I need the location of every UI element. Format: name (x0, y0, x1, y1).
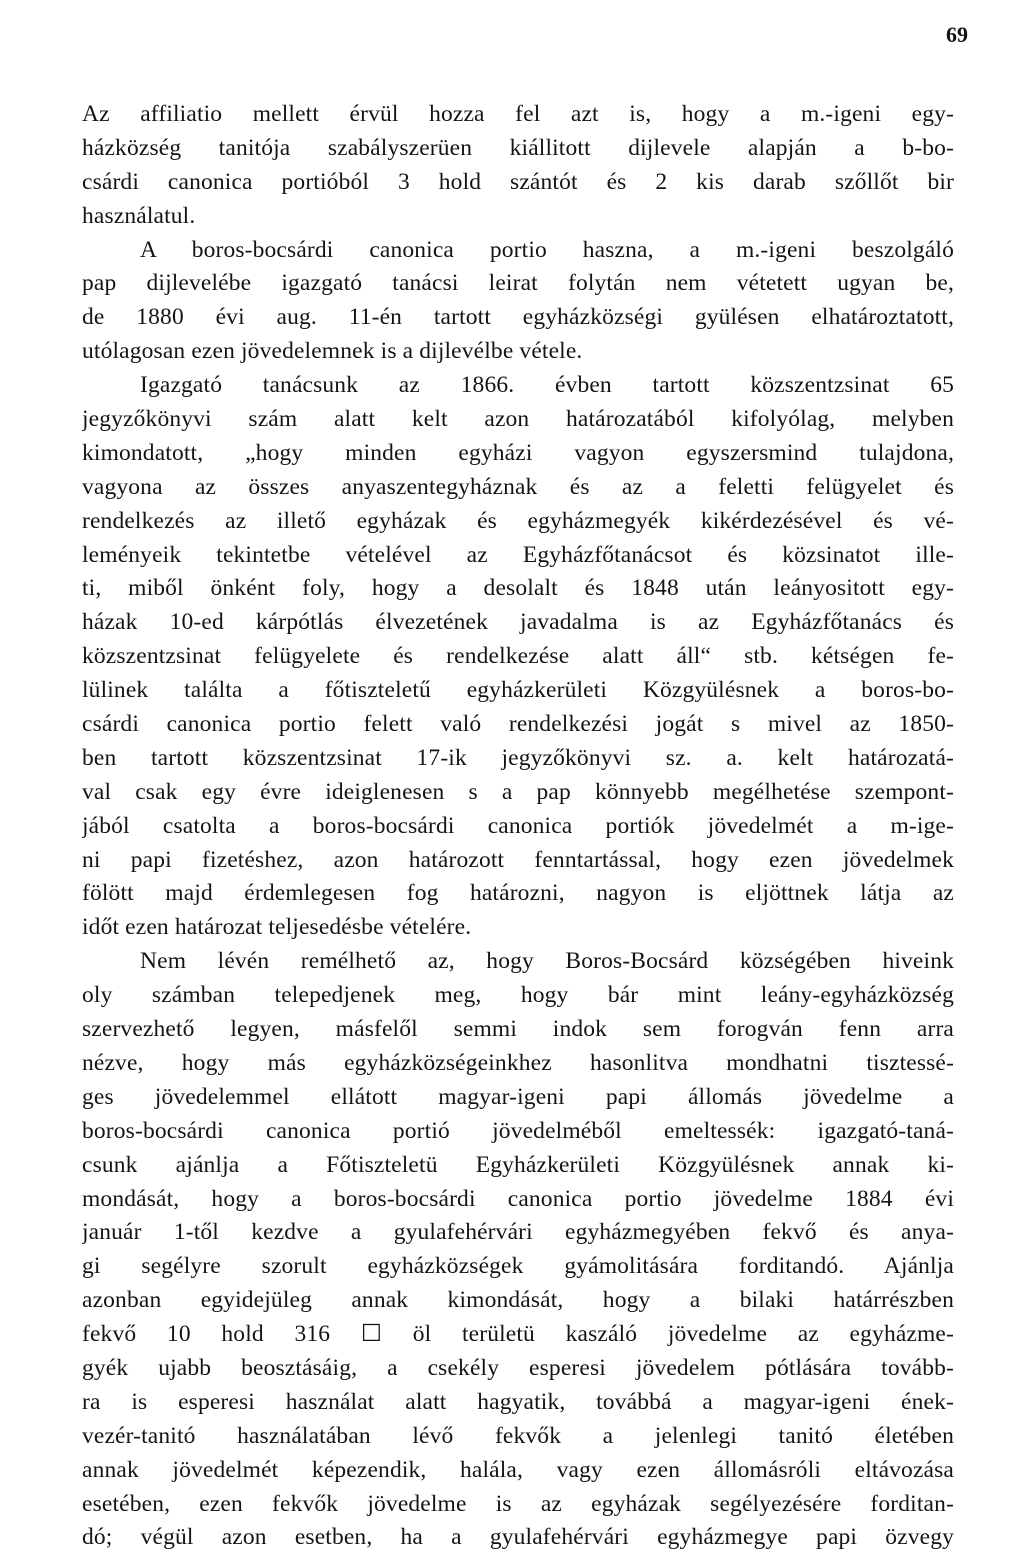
text-line: házközség tanitója szabályszerüen kiállitott dijlevele alapján a b-bo- (82, 134, 954, 161)
text-line: ni papi fizetéshez, azon határozott fenntartással, hogy ezen jövedelmek (82, 846, 954, 873)
text-line: mondását, hogy a boros-bocsárdi canonica portio jövedelme 1884 évi (82, 1185, 954, 1212)
text-line: ti, miből önként foly, hogy a desolalt és 1848 után leányositott egy- (82, 575, 954, 602)
text-line: annak jövedelmét képezendik, halála, vagy ezen állomásróli eltávozása (82, 1456, 954, 1483)
text-line: csárdi canonica portióból 3 hold szántót és 2 kis darab szőllőt bir (82, 168, 954, 195)
text-line: utólagosan ezen jövedelemnek is a dijlevélbe vétele. (82, 338, 583, 365)
text-line: fekvő 10 hold 316 ☐ öl területü kaszáló jövedelme az egyházme- (82, 1321, 954, 1348)
text-line: csunk ajánlja a Főtiszteletü Egyházkerületi Közgyülésnek annak ki- (82, 1151, 954, 1178)
paragraph (82, 369, 954, 945)
text-line: azonban egyidejüleg annak kimondását, hogy a bilaki határrészben (82, 1287, 954, 1314)
text-line: lülinek találta a főtiszteletű egyházkerületi Közgyülésnek a boros-bo- (82, 677, 954, 704)
text-line: vagyona az összes anyaszentegyháznak és az a feletti felügyelet és (82, 473, 954, 500)
text-line: Nem lévén remélhető az, hogy Boros-Bocsárd községében hiveink (140, 948, 954, 975)
text-line: házak 10-ed kárpótlás élvezetének javadalma is az Egyházfőtanács és (82, 609, 954, 636)
text-line: val csak egy évre ideiglenesen s a pap könnyebb megélhetése szempont- (82, 778, 954, 805)
text-line: rendelkezés az illető egyházak és egyházmegyék kikérdezésével és vé- (82, 507, 954, 534)
text-line: ben tartott közszentzsinat 17-ik jegyzőkönyvi sz. a. kelt határozatá- (82, 744, 954, 771)
text-line: nézve, hogy más egyházközségeinkhez hasonlitva mondhatni tisztessé- (82, 1049, 954, 1076)
text-line: dó; végül azon esetben, ha a gyulafehérvári egyházmegye papi özvegy (82, 1524, 954, 1551)
text-line: gi segélyre szorult egyházközségek gyámolitására forditandó. Ajánlja (82, 1253, 954, 1280)
text-line: kimondatott, „hogy minden egyházi vagyon egyszersmind tulajdona, (82, 439, 954, 466)
text-line: január 1-től kezdve a gyulafehérvári egyházmegyében fekvő és anya- (82, 1219, 954, 1246)
text-line: ges jövedelemmel ellátott magyar-igeni papi állomás jövedelme a (82, 1083, 954, 1110)
text-line: használatul. (82, 202, 196, 229)
text-line: közszentzsinat felügyelete és rendelkezése alatt áll“ stb. kétségen fe- (82, 643, 954, 670)
page-body (82, 98, 954, 1555)
text-line: fölött majd érdemlegesen fog határozni, nagyon is eljöttnek látja az (82, 880, 954, 907)
text-line: időt ezen határozat teljesedésbe vételére. (82, 914, 472, 941)
text-line: ra is esperesi használat alatt hagyatik, továbbá a magyar-igeni ének- (82, 1388, 954, 1415)
text-line: leményeik tekintetbe vételével az Egyházfőtanácsot és közsinatot ille- (82, 541, 954, 568)
text-line: de 1880 évi aug. 11-én tartott egyházközségi gyülésen elhatároztatott, (82, 304, 954, 331)
text-line: A boros-bocsárdi canonica portio haszna, a m.-igeni beszolgáló (140, 236, 954, 263)
paragraph (82, 234, 954, 370)
text-line: pap dijlevelébe igazgató tanácsi leirat folytán nem vétetett ugyan be, (82, 270, 954, 297)
text-line: jegyzőkönyvi szám alatt kelt azon határozatából kifolyólag, melyben (82, 406, 954, 433)
text-line: vezér-tanitó használatában lévő fekvők a jelenlegi tanitó életében (82, 1422, 954, 1449)
text-line: esetében, ezen fekvők jövedelme is az egyházak segélyezésére forditan- (82, 1490, 954, 1517)
text-line: Igazgató tanácsunk az 1866. évben tartott közszentzsinat 65 (140, 372, 954, 399)
paragraph (82, 945, 954, 1555)
text-line: csárdi canonica portio felett való rendelkezési jogát s mivel az 1850- (82, 711, 954, 738)
text-line: szervezhető legyen, másfelől semmi indok sem forogván fenn arra (82, 1016, 954, 1043)
text-line: gyék ujabb beosztásáig, a csekély esperesi jövedelem pótlására tovább- (82, 1354, 954, 1381)
text-line: oly számban telepedjenek meg, hogy bár mint leány-egyházközség (82, 982, 954, 1009)
paragraph (82, 98, 954, 234)
text-line: Az affiliatio mellett érvül hozza fel azt is, hogy a m.-igeni egy- (82, 101, 954, 127)
text-line: boros-bocsárdi canonica portió jövedelméből emeltessék: igazgató-taná- (82, 1117, 954, 1144)
page-number: 69 (946, 22, 968, 47)
text-line: jából csatolta a boros-bocsárdi canonica portiók jövedelmét a m-ige- (82, 812, 954, 839)
